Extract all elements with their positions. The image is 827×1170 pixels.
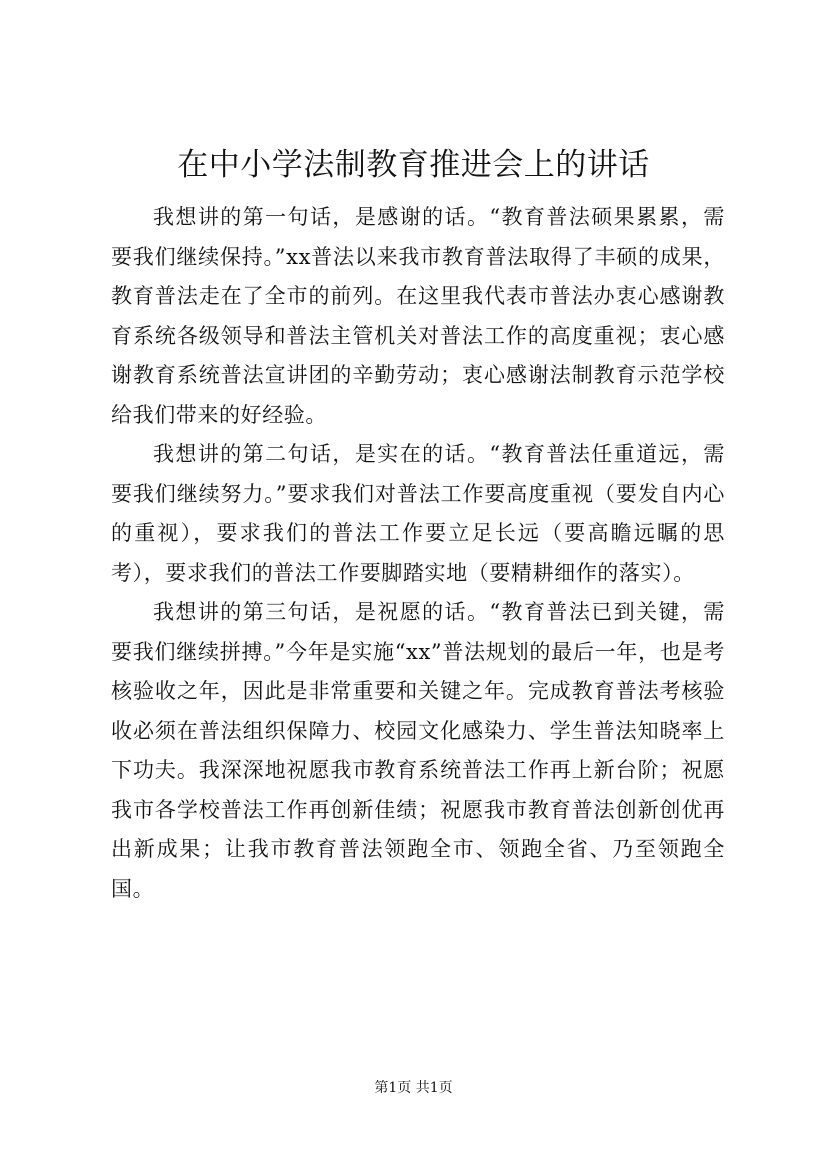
document-body — [111, 198, 725, 909]
paragraph-3: 我想讲的第三句话，是祝愿的话。“教育普法已到关键，需要我们继续拼搏。”今年是实施“xx”普法规划的最后一年，也是考核验收之年，因此是非常重要和关键之年。完成教育普法考核验收必须在普法组织保障力、校园文化感染力、学生普法知晓率上下功夫。我深深地祝愿我市教育系统普法工作再上新台阶；祝愿我市各学校普法工作再创新佳绩；祝愿我市教育普法创新创优再出新成果；让我市教育普法领跑全市、领跑全省、乃至领跑全国。 — [111, 600, 725, 901]
paragraph-1: 我想讲的第一句话，是感谢的话。“教育普法硕果累累，需要我们继续保持。”xx普法以来我市教育普法取得了丰硕的成果，教育普法走在了全市的前列。在这里我代表市普法办衷心感谢教育系统各级领导和普法主管机关对普法工作的高度重视；衷心感谢教育系统普法宣讲团的辛勤劳动；衷心感谢法制教育示范学校给我们带来的好经验。 — [111, 205, 725, 427]
page-footer: 第1页 共1页 — [374, 1080, 453, 1096]
paragraph-2: 我想讲的第二句话，是实在的话。“教育普法任重道远，需要我们继续努力。”要求我们对普法工作要高度重视（要发自内心的重视），要求我们的普法工作要立足长远（要高瞻远瞩的思考），要求我们的普法工作要脚踏实地（要精耕细作的落实）。 — [111, 442, 725, 585]
document-title: 在中小学法制教育推进会上的讲话 — [177, 147, 650, 183]
